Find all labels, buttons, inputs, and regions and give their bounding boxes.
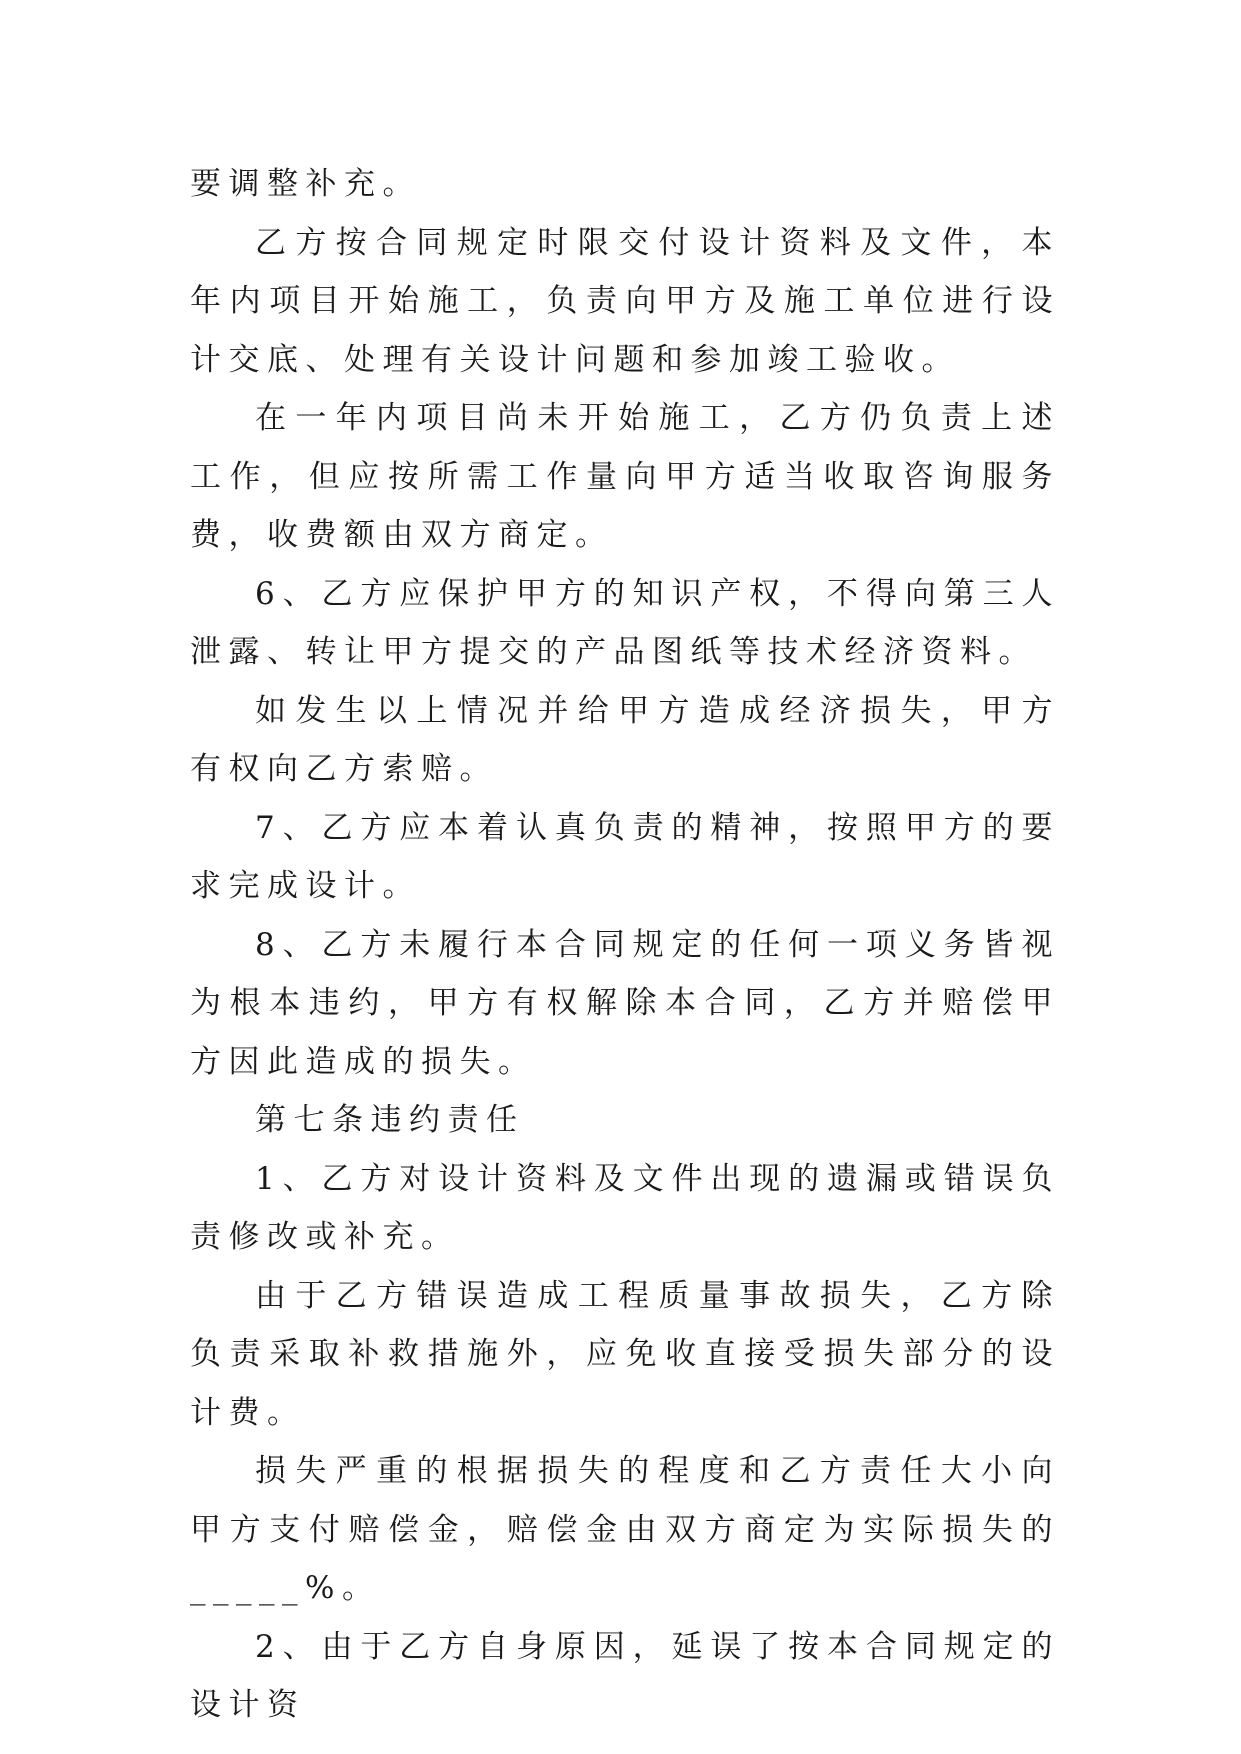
- paragraph-quality-accident: 由于乙方错误造成工程质量事故损失，乙方除负责采取补救措施外，应免收直接受损失部分的设计费。: [190, 1277, 1060, 1431]
- paragraph-clause-7: 7、乙方应本着认真负责的精神，按照甲方的要求完成设计。: [190, 809, 1060, 904]
- paragraph-clause-6: 6、乙方应保护甲方的知识产权，不得向第三人泄露、转让甲方提交的产品图纸等技术经济资料。: [190, 575, 1060, 670]
- section-heading-article-7: 第七条违约责任: [255, 1102, 525, 1138]
- document-body: [190, 155, 1060, 1735]
- paragraph-claim-right: 如发生以上情况并给甲方造成经济损失，甲方有权向乙方索赔。: [190, 692, 1060, 787]
- paragraph-liability-2: 2、由于乙方自身原因，延误了按本合同规定的设计资: [190, 1628, 1060, 1723]
- paragraph-delivery-terms: 乙方按合同规定时限交付设计资料及文件，本年内项目开始施工，负责向甲方及施工单位进行设计交底、处理有关设计问题和参加竣工验收。: [190, 224, 1060, 378]
- paragraph-consulting-fee: 在一年内项目尚未开始施工，乙方仍负责上述工作，但应按所需工作量向甲方适当收取咨询服务费，收费额由双方商定。: [190, 400, 1060, 553]
- paragraph-clause-8: 8、乙方未履行本合同规定的任何一项义务皆视为根本违约，甲方有权解除本合同，乙方并赔偿甲方因此造成的损失。: [190, 926, 1060, 1080]
- paragraph-continuation: 要调整补充。: [190, 166, 421, 202]
- paragraph-liability-1: 1、乙方对设计资料及文件出现的遗漏或错误负责修改或补充。: [190, 1160, 1060, 1255]
- paragraph-compensation: 损失严重的根据损失的程度和乙方责任大小向甲方支付赔偿金，赔偿金由双方商定为实际损失的_____%。: [190, 1453, 1060, 1606]
